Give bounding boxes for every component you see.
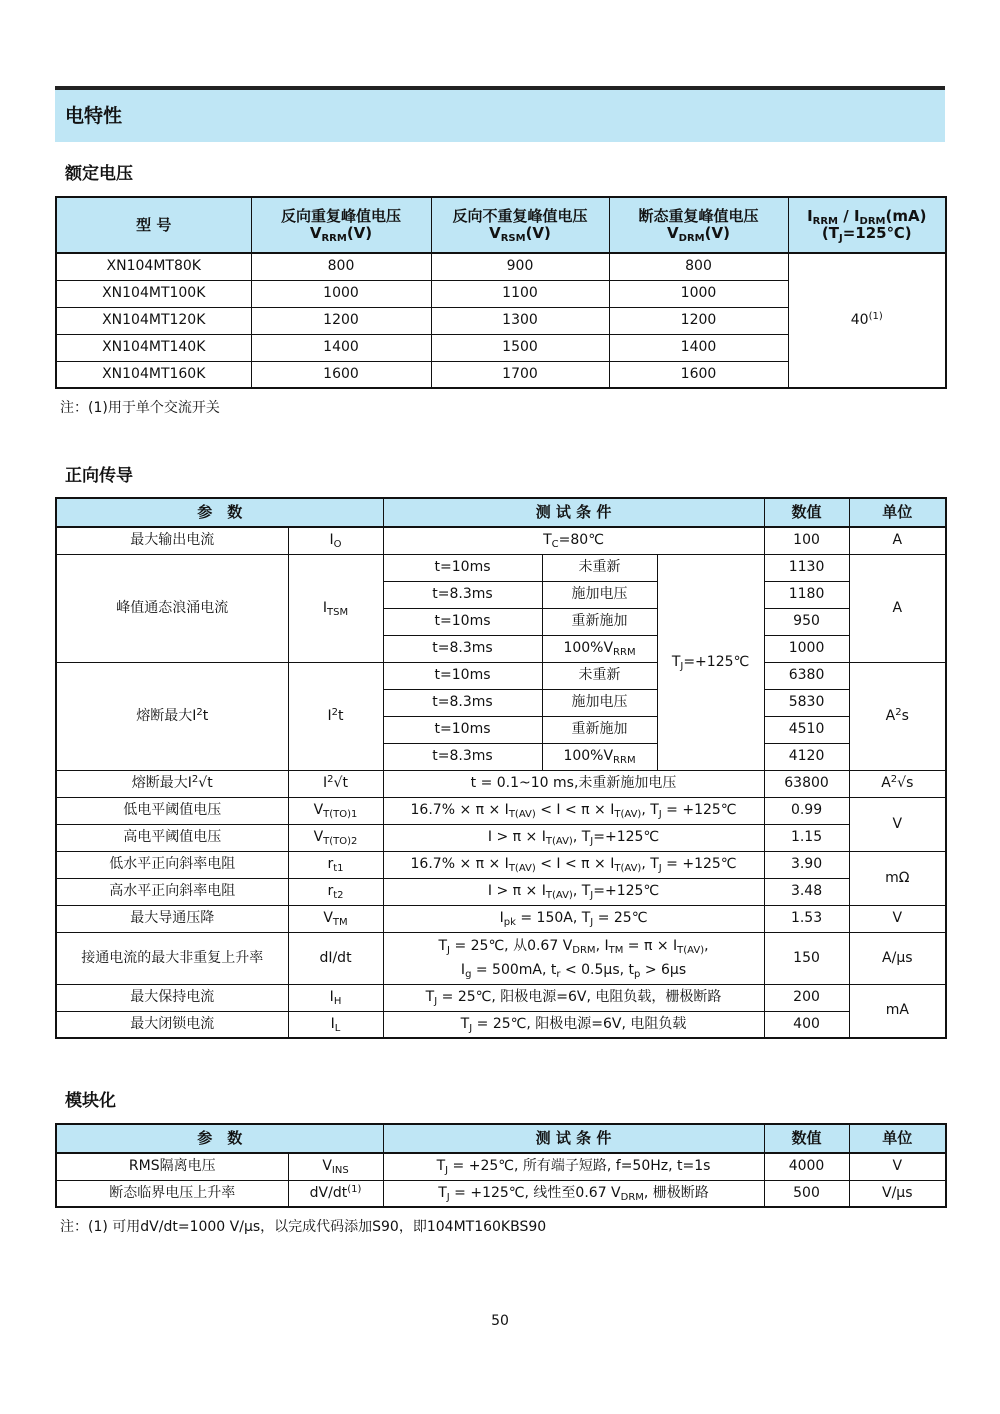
- param-name: 低水平正向斜率电阻: [56, 851, 288, 878]
- col-value: 数值: [764, 498, 849, 527]
- table-row: [56, 824, 946, 851]
- param-name: 接通电流的最大非重复上升率: [56, 932, 288, 984]
- param-name: 高水平正向斜率电阻: [56, 878, 288, 905]
- param-unit: V: [849, 797, 946, 851]
- vrsm-cell: 1700: [431, 361, 609, 388]
- param-condition: $T_J$ = 25℃, 阳极电源=6V, 电阻负载: [383, 1011, 764, 1038]
- param-unit: $A^2s$: [849, 662, 946, 770]
- param-symbol: $r_{t2}$: [288, 878, 383, 905]
- vdrm-cell: 1200: [609, 307, 788, 334]
- param-unit: V/μs: [849, 1180, 946, 1207]
- table-header-row: [56, 197, 946, 253]
- param-unit: mΩ: [849, 851, 946, 905]
- table-row: [56, 253, 946, 280]
- table-row: [56, 527, 946, 554]
- section-header: [55, 90, 945, 142]
- vdrm-cell: 1400: [609, 334, 788, 361]
- vrrm-cell: 800: [251, 253, 431, 280]
- param-condition: $I > \pi \times I_{T(AV)}$, $T_J=+125℃$: [383, 824, 764, 851]
- table-row: [56, 932, 946, 984]
- param-symbol: $I_O$: [288, 527, 383, 554]
- param-condition: $T_C=80℃$: [383, 527, 764, 554]
- table-row: [56, 905, 946, 932]
- rated-voltage-table: [55, 196, 947, 389]
- param-value: 200: [764, 984, 849, 1011]
- param-name: 最大输出电流: [56, 527, 288, 554]
- vrsm-cell: 1300: [431, 307, 609, 334]
- rated-voltage-title: 额定电压: [65, 164, 133, 184]
- param-value: 500: [764, 1180, 849, 1207]
- col-condition: 测 试 条 件: [383, 1124, 764, 1153]
- param-value: 5830: [764, 689, 849, 716]
- param-name: 熔断最大$I^2√t$: [56, 770, 288, 797]
- param-value: 4000: [764, 1153, 849, 1180]
- col-unit: 单位: [849, 498, 946, 527]
- table-row: [56, 797, 946, 824]
- param-symbol: $V_{INS}$: [288, 1153, 383, 1180]
- param-name: 断态临界电压上升率: [56, 1180, 288, 1207]
- cond-cell: 施加电压: [542, 689, 657, 716]
- param-name: 最大保持电流: [56, 984, 288, 1011]
- param-value: 1.53: [764, 905, 849, 932]
- cond-cell: 未重新: [542, 662, 657, 689]
- table-row: [56, 662, 946, 689]
- col-unit: 单位: [849, 1124, 946, 1153]
- col-param: 参 数: [56, 1124, 383, 1153]
- param-symbol: $V_{TM}$: [288, 905, 383, 932]
- param-unit: V: [849, 905, 946, 932]
- param-unit: $A^2√s$: [849, 770, 946, 797]
- cond-cell: 重新施加: [542, 716, 657, 743]
- model-cell: XN104MT160K: [56, 361, 251, 388]
- vrrm-cell: 1600: [251, 361, 431, 388]
- model-cell: XN104MT100K: [56, 280, 251, 307]
- col-vrrm: 反向重复峰值电压 $V_{RRM}(V)$: [251, 197, 431, 253]
- param-name: RMS隔离电压: [56, 1153, 288, 1180]
- param-value: 1000: [764, 635, 849, 662]
- model-cell: XN104MT120K: [56, 307, 251, 334]
- param-value: 100: [764, 527, 849, 554]
- cond-cell: 施加电压: [542, 581, 657, 608]
- param-condition: $I > \pi \times I_{T(AV)}$, $T_J=+125℃$: [383, 878, 764, 905]
- vrrm-cell: 1200: [251, 307, 431, 334]
- table-row: [56, 554, 946, 581]
- time-cell: t=8.3ms: [383, 581, 542, 608]
- forward-conduction-table: [55, 497, 947, 1039]
- table-row: [56, 770, 946, 797]
- param-condition: $T_J$ = +125℃, 线性至0.67 $V_{DRM}$, 栅极断路: [383, 1180, 764, 1207]
- param-value: 6380: [764, 662, 849, 689]
- param-value: 4510: [764, 716, 849, 743]
- tj-cell: $T_J=+125℃$: [657, 554, 764, 770]
- vrsm-cell: 1500: [431, 334, 609, 361]
- param-symbol: $r_{t1}$: [288, 851, 383, 878]
- param-value: 3.48: [764, 878, 849, 905]
- module-note: 注：(1) 可用dV/dt=1000 V/μs，以完成代码添加S90，即104MT160KBS90: [60, 1219, 547, 1235]
- param-name: 高电平阈值电压: [56, 824, 288, 851]
- vrrm-cell: 1400: [251, 334, 431, 361]
- vrsm-cell: 900: [431, 253, 609, 280]
- page-number: 50: [491, 1313, 509, 1329]
- col-vdrm: 断态重复峰值电压 $V_{DRM}(V)$: [609, 197, 788, 253]
- table-row: [56, 878, 946, 905]
- col-condition: 测 试 条 件: [383, 498, 764, 527]
- param-value: 0.99: [764, 797, 849, 824]
- param-value: 1130: [764, 554, 849, 581]
- table-row: [56, 1011, 946, 1038]
- vdrm-cell: 1600: [609, 361, 788, 388]
- cond-cell: $100\%V_{RRM}$: [542, 635, 657, 662]
- col-model: 型 号: [56, 197, 251, 253]
- col-value: 数值: [764, 1124, 849, 1153]
- time-cell: t=8.3ms: [383, 743, 542, 770]
- param-value: 3.90: [764, 851, 849, 878]
- param-value: 1.15: [764, 824, 849, 851]
- param-condition: $16.7\% \times \pi \times I_{T(AV)} < I < \pi \times I_{T(AV)}$, $T_J$ = +125℃: [383, 851, 764, 878]
- time-cell: t=10ms: [383, 662, 542, 689]
- param-unit: A: [849, 554, 946, 662]
- table-header-row: [56, 1124, 946, 1153]
- param-condition: $I_{pk} = 150A$, $T_J$ = 25℃: [383, 905, 764, 932]
- param-symbol: $V_{T(TO)2}$: [288, 824, 383, 851]
- param-value: 63800: [764, 770, 849, 797]
- table-row: [56, 1153, 946, 1180]
- param-name: 最大闭锁电流: [56, 1011, 288, 1038]
- param-name: 低电平阈值电压: [56, 797, 288, 824]
- param-value: 950: [764, 608, 849, 635]
- param-value: 1180: [764, 581, 849, 608]
- param-symbol: $I_{TSM}$: [288, 554, 383, 662]
- cond-cell: 重新施加: [542, 608, 657, 635]
- irrm-cell: 40$^{(1)}$: [788, 253, 946, 388]
- param-symbol: $V_{T(TO)1}$: [288, 797, 383, 824]
- vdrm-cell: 1000: [609, 280, 788, 307]
- vrrm-cell: 1000: [251, 280, 431, 307]
- table-header-row: [56, 498, 946, 527]
- param-symbol: $I_L$: [288, 1011, 383, 1038]
- param-condition: $T_J$ = 25℃, 从0.67 $V_{DRM}$, $I_{TM} = \pi \times I_{T(AV)}$, $I_g = 500mA$, $t_r < 0.5\mu s$, $t_p > 6\mu s$: [383, 932, 764, 984]
- cond-cell: 未重新: [542, 554, 657, 581]
- param-symbol: dI/dt: [288, 932, 383, 984]
- table-row: [56, 851, 946, 878]
- time-cell: t=10ms: [383, 554, 542, 581]
- model-cell: XN104MT80K: [56, 253, 251, 280]
- param-unit: A: [849, 527, 946, 554]
- param-unit: V: [849, 1153, 946, 1180]
- param-symbol: $I^2t$: [288, 662, 383, 770]
- vrsm-cell: 1100: [431, 280, 609, 307]
- param-unit: mA: [849, 984, 946, 1038]
- param-name: 最大导通压降: [56, 905, 288, 932]
- param-symbol: $dV/dt^{(1)}$: [288, 1180, 383, 1207]
- time-cell: t=10ms: [383, 608, 542, 635]
- vdrm-cell: 800: [609, 253, 788, 280]
- rated-note: 注：(1)用于单个交流开关: [60, 400, 220, 416]
- module-table: [55, 1123, 947, 1208]
- cond-cell: $100\%V_{RRM}$: [542, 743, 657, 770]
- module-title: 模块化: [65, 1091, 116, 1111]
- param-value: 400: [764, 1011, 849, 1038]
- time-cell: t=8.3ms: [383, 689, 542, 716]
- param-value: 150: [764, 932, 849, 984]
- forward-conduction-title: 正向传导: [65, 466, 133, 486]
- param-name: 熔断最大$I^2t$: [56, 662, 288, 770]
- param-condition: $16.7\% \times \pi \times I_{T(AV)} < I < \pi \times I_{T(AV)}$, $T_J$ = +125℃: [383, 797, 764, 824]
- model-cell: XN104MT140K: [56, 334, 251, 361]
- param-condition: $T_J$ = +25℃, 所有端子短路, f=50Hz, t=1s: [383, 1153, 764, 1180]
- page-title: 电特性: [65, 105, 123, 127]
- col-param: 参 数: [56, 498, 383, 527]
- param-value: 4120: [764, 743, 849, 770]
- param-symbol: $I^2√t$: [288, 770, 383, 797]
- param-condition: $T_J$ = 25℃, 阳极电源=6V, 电阻负载，栅极断路: [383, 984, 764, 1011]
- time-cell: t=8.3ms: [383, 635, 542, 662]
- param-name: 峰值通态浪涌电流: [56, 554, 288, 662]
- time-cell: t=10ms: [383, 716, 542, 743]
- table-row: [56, 984, 946, 1011]
- param-symbol: $I_H$: [288, 984, 383, 1011]
- param-condition: t = 0.1~10 ms,未重新施加电压: [383, 770, 764, 797]
- col-irrm: $I_{RRM} / I_{DRM}(mA)$ $(T_J=125℃)$: [788, 197, 946, 253]
- col-vrsm: 反向不重复峰值电压 $V_{RSM}(V)$: [431, 197, 609, 253]
- param-unit: A/μs: [849, 932, 946, 984]
- table-row: [56, 1180, 946, 1207]
